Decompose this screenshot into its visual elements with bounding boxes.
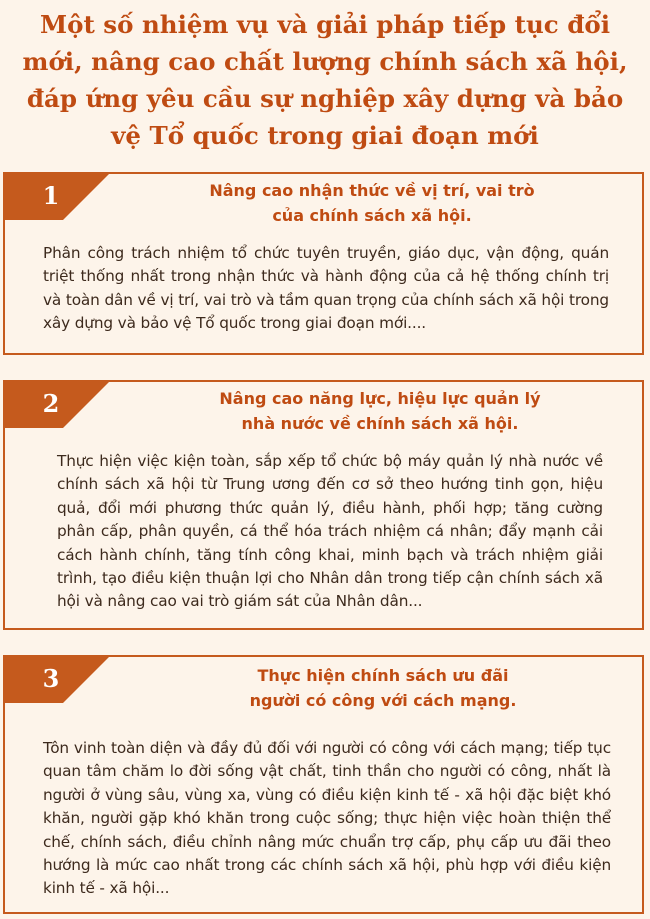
section-heading-3: Thực hiện chính sách ưu đãi người có công với cách mạng.: [249, 666, 517, 710]
section-heading-2: Nâng cao năng lực, hiệu lực quản lý nhà nước về chính sách xã hội.: [219, 389, 541, 433]
number-tab-1: [3, 172, 111, 220]
section-card-1: [3, 172, 644, 355]
section-body-2: Thực hiện việc kiện toàn, sắp xếp tổ chức bộ máy quản lý nhà nước về chính sách xã hội từ Trung ương đến cơ sở theo hướng tinh gọn, hiệu quả, đổi mới phương thức quản lý, điều hành, phối hợp; tăng cường phân cấp, phân quyền, cá thể hóa trách nhiệm cá nhân; đẩy mạnh cải cách hành chính, tăng tính công khai, minh bạch và trách nhiệm giải trình, tạo điều kiện thuận lợi cho Nhân dân trong tiếp cận chính sách xã hội và nâng cao vai trò giám sát của Nhân dân...: [57, 452, 603, 611]
section-number-1: 1: [42, 181, 60, 210]
section-number-2: 2: [42, 389, 60, 418]
number-tab-3: [3, 655, 111, 703]
section-heading-1: Nâng cao nhận thức về vị trí, vai trò của chính sách xã hội.: [209, 181, 535, 225]
page-title: Một số nhiệm vụ và giải pháp tiếp tục đổi mới, nâng cao chất lượng chính sách xã hội, đáp ứng yêu cầu sự nghiệp xây dựng và bảo vệ Tổ quốc trong giai đoạn mới: [22, 10, 628, 150]
number-tab-2: [3, 380, 111, 428]
section-body-1: Phân công trách nhiệm tổ chức tuyên truyền, giáo dục, vận động, quán triệt thống nhất trong nhận thức và hành động của cả hệ thống chính trị và toàn dân về vị trí, vai trò và tầm quan trọng của chính sách xã hội trong xây dựng và bảo vệ Tổ quốc trong giai đoạn mới....: [43, 244, 609, 333]
section-body-3: Tôn vinh toàn diện và đầy đủ đối với người có công với cách mạng; tiếp tục quan tâm chăm lo đời sống vật chất, tinh thần cho người có công, nhất là người ở vùng sâu, vùng xa, vùng có điều kiện kinh tế - xã hội đặc biệt khó khăn, người gặp khó khăn trong cuộc sống; thực hiện việc hoàn thiện thể chế, chính sách, điều chỉnh nâng mức chuẩn trợ cấp, phụ cấp ưu đãi theo hướng là mức cao nhất trong các chính sách xã hội, phù hợp với điều kiện kinh tế - xã hội...: [43, 739, 611, 898]
section-card-2: [3, 380, 644, 630]
section-number-3: 3: [42, 664, 60, 693]
section-card-3: [3, 655, 644, 914]
